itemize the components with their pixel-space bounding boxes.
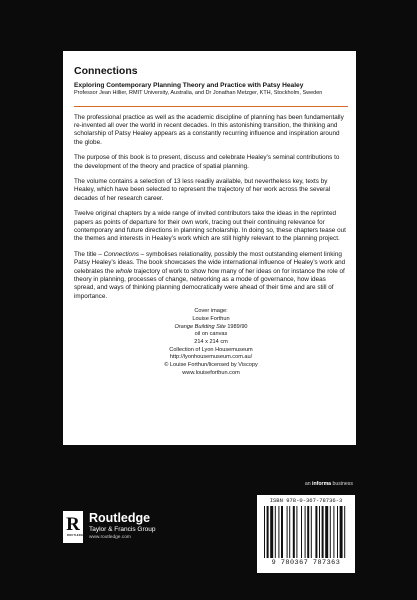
informa-business-tag [305,481,353,487]
barcode-bar [330,506,331,558]
informa-brand: informa [312,481,332,487]
final-text-2: – symbolises relationality, possibly the most outstanding element linking Patsy Healey’s ideas. The book showcases the wide international influence of Healey’s work and celebrates the [74,250,346,275]
blurb-paragraph-1: The professional practice as well as the academic discipline of planning has been fundamentally re-invented all over the world in recent decades. In this astonishing transition, the thinking and scholarship of Patsy Healey appears as a constantly recurring influence and inspiration around the globe. [74,113,344,146]
barcode-bar [275,506,276,558]
credits-collection: Collection of Lyon Housemuseum [169,346,253,353]
barcode-bar [322,506,324,558]
publisher-url: www.routledge.com [89,535,131,540]
credits-heading: Cover image: [194,308,228,315]
credits-size: 214 x 214 cm [194,339,228,346]
barcode-bar [281,506,283,558]
credits-copyright: © Louise Forthun/licensed by Viscopy [164,362,258,369]
barcode-bar [319,506,320,558]
barcode-bar [289,506,290,558]
barcode-bar [287,506,288,558]
barcode-digits: 9 780367 787363 [271,559,341,567]
book-title: Connections [74,65,138,77]
barcode-bar [311,506,312,558]
blurb-paragraph-4: Twelve original chapters by a wide range of invited contributors take the ideas in the reprinted papers as points of departure for their own work, tracing out their continuing relevance for contemporary and future directions in planning scholarship. In doing so, these chapters tease out the themes and interests in Healey’s work which are still highly relevant to the planning project. [74,210,346,243]
publisher-group: Taylor & Francis Group [89,526,156,533]
blurb-paragraph-2: The purpose of this book is to present, discuss and celebrate Healey’s seminal contributions to the development of the theory and practice of spatial planning. [74,154,340,170]
blurb-paragraph-5 [74,251,348,301]
credits-museum-url: http://lyonhousemuseum.com.au/ [169,354,253,361]
book-editors: Professor Jean Hillier, RMIT University, Australia, and Dr Jonathan Metzger, KTH, Stockholm, Sweden [74,90,323,97]
credits-artist-url: www.louiseforthun.com [182,369,240,376]
barcode-bar [270,506,273,558]
publisher-block [89,511,155,541]
barcode-bar [301,506,302,558]
informa-suffix: business [331,481,353,487]
informa-prefix: an [304,481,313,487]
barcode-bar [307,506,309,558]
barcode-bar [278,506,279,558]
book-subtitle: Exploring Contemporary Planning Theory and Practice with Patsy Healey [74,82,304,89]
publisher-name: Routledge [89,511,151,525]
barcode-bar [315,506,317,558]
barcode-bar [264,506,265,558]
blurb-paragraph-3: The volume contains a selection of 13 less readily available, but nevertheless key, texts by Healey, which have been selected to represent the trajectory of her work across the several decades of her research career. [74,177,331,202]
routledge-logo-icon [63,511,86,543]
final-italic-whole: whole [115,267,133,275]
cover-image-credits [74,308,348,377]
isbn-barcode [257,495,355,573]
isbn-text: ISBN 978-0-367-78736-3 [269,497,343,504]
barcode-bar [340,506,343,558]
barcode-bar [337,506,338,558]
credits-artist: Louise Forthun [192,315,230,322]
barcode-bar [333,506,334,558]
divider-rule [74,106,348,107]
back-cover-text-panel [63,51,356,445]
barcode-bar [325,506,328,558]
barcode-bar [293,506,295,558]
barcode-bar [267,506,269,558]
final-text-3: trajectory of work to show how many of her ideas on for instance the role of theory in planning, processes of change, networking as a mode of governance, how ideas spread, and ways of thinking planning democratically were ahead of their time and are still of importance. [74,267,345,300]
logo-vertical-text: ROUTLEDGE [67,534,86,537]
final-text-1: The title – [74,250,104,258]
barcode-bar [296,506,297,558]
barcode-bars-icon [263,506,349,558]
credits-medium: oil on canvas [194,331,228,338]
credits-work-title: Orange Building Site [174,323,226,330]
credits-work [74,324,348,332]
logo-letter: R [66,514,80,535]
credits-work-year: 1989/90 [225,323,248,330]
barcode-bar [305,506,306,558]
barcode-bar [344,506,345,558]
final-italic-connections: Connections [103,250,139,258]
